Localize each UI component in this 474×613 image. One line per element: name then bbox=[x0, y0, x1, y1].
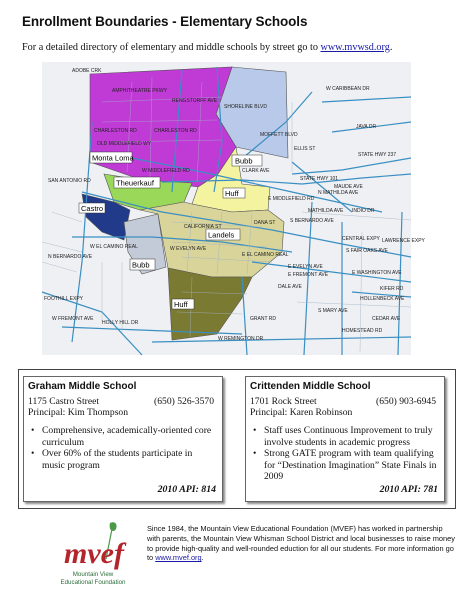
school-principal: Principal: Kim Thompson bbox=[28, 407, 129, 418]
street-label: W REMINGTON DR bbox=[218, 336, 264, 342]
street-label: HOMESTEAD RD bbox=[342, 328, 383, 334]
street-label: ADOBE CRK bbox=[72, 68, 102, 74]
footer-text: Since 1984, the Mountain View Educational Foundation (MVEF) has worked in partnership with parents, the Mountain View Whisman School District and local businesses to raise money to provide high-quality and well-rounded eduction for all our students. For more information go to www.mvef.org. bbox=[147, 524, 455, 563]
street-label: INDIO DR bbox=[352, 208, 375, 214]
street-label: RENGSTORFF AVE bbox=[172, 98, 218, 104]
school-highlights bbox=[246, 425, 444, 483]
logo-mark: mvef bbox=[64, 537, 124, 570]
school-address: 1701 Rock Street bbox=[250, 396, 317, 407]
highlight-item: • Staff uses Continuous Improvement to truly involve students in academic progress bbox=[264, 425, 438, 448]
street-label: MOFFETT BLVD bbox=[260, 132, 298, 138]
street-label: FOOTHILL EXPY bbox=[44, 296, 83, 302]
street-label: STATE HWY 237 bbox=[358, 152, 397, 158]
street-label: HOLLY HILL DR bbox=[102, 320, 139, 326]
label-bubb-north: Bubb bbox=[235, 156, 253, 166]
highlight-item: • Comprehensive, academically-oriented core curriculum bbox=[42, 425, 216, 448]
street-label: W EVELYN AVE bbox=[170, 246, 207, 252]
school-name: Graham Middle School bbox=[28, 381, 137, 392]
street-label: OLD MIDDLEFIELD WY bbox=[97, 141, 152, 147]
school-name: Crittenden Middle School bbox=[250, 381, 371, 392]
street-label: W EL CAMINO REAL bbox=[90, 244, 138, 250]
label-huff-north: Huff bbox=[225, 189, 239, 198]
street-label: CENTRAL EXPY bbox=[342, 236, 380, 242]
label-monta-loma: Monta Loma bbox=[92, 153, 134, 163]
school-api: 2010 API: 781 bbox=[379, 484, 438, 495]
mvef-link[interactable]: www.mvef.org bbox=[155, 553, 202, 563]
street-label: ELLIS ST bbox=[294, 146, 316, 152]
school-api: 2010 API: 814 bbox=[157, 484, 216, 495]
boundary-map bbox=[42, 62, 425, 355]
street-label: SHORELINE BLVD bbox=[224, 104, 267, 110]
label-landels: Landels bbox=[208, 230, 235, 240]
street-label: W MIDDLEFIELD RD bbox=[142, 168, 190, 174]
street-label: CLARK AVE bbox=[242, 168, 270, 174]
street-label: E WASHINGTON AVE bbox=[352, 270, 402, 276]
label-theuerkauf: Theuerkauf bbox=[116, 178, 154, 188]
street-label: HOLLENBECK AVE bbox=[360, 296, 405, 302]
street-label: E MIDDLEFIELD RD bbox=[268, 196, 315, 202]
map-svg bbox=[42, 62, 425, 355]
highlight-item: • Strong GATE program with team qualifying for “Destination Imagination” State Finals in 2009 bbox=[264, 448, 438, 483]
street-label: CHARLESTON RD bbox=[94, 128, 137, 134]
street-label: MATHILDA AVE bbox=[308, 208, 344, 214]
street-label: DALE AVE bbox=[278, 284, 302, 290]
middle-schools-section bbox=[18, 369, 456, 509]
street-label: S MARY AVE bbox=[318, 308, 348, 314]
street-label: KIFER RD bbox=[380, 286, 404, 292]
highlight-item: • Over 60% of the students participate in music program bbox=[42, 448, 216, 471]
street-label: JAVA DR bbox=[356, 124, 377, 130]
street-label: N BERNARDO AVE bbox=[48, 254, 93, 260]
label-bubb-south: Bubb bbox=[132, 260, 150, 270]
mvef-logo-mark bbox=[58, 519, 128, 571]
school-phone: (650) 903-6945 bbox=[376, 396, 436, 407]
mvef-logo bbox=[58, 519, 128, 587]
logo-org-name: Mountain View Educational Foundation bbox=[60, 571, 126, 586]
street-label: CHARLESTON RD bbox=[154, 128, 197, 134]
street-label: AMPHITHEATRE PKWY bbox=[112, 88, 167, 94]
street-label: CALIFORNIA ST bbox=[184, 224, 222, 230]
street-label: CEDAR AVE bbox=[372, 316, 401, 322]
street-label: W FREMONT AVE bbox=[52, 316, 94, 322]
street-label: GRANT RD bbox=[250, 316, 277, 322]
street-label: DANA ST bbox=[254, 220, 276, 226]
street-label: E FREMONT AVE bbox=[288, 272, 329, 278]
mvwsd-link[interactable]: www.mvwsd.org bbox=[320, 42, 390, 53]
street-label: E EL CAMINO REAL bbox=[242, 252, 289, 258]
street-label: SAN ANTONIO RD bbox=[48, 178, 91, 184]
street-label: STATE HWY 101 bbox=[300, 176, 339, 182]
graham-middle-school-card bbox=[23, 376, 223, 502]
street-label: E EVELYN AVE bbox=[288, 264, 323, 270]
street-label: LAWRENCE EXPY bbox=[382, 238, 425, 244]
school-highlights bbox=[24, 425, 222, 471]
street-label: S BERNARDO AVE bbox=[290, 218, 334, 224]
label-castro: Castro bbox=[81, 204, 104, 213]
page-title: Enrollment Boundaries - Elementary Schools bbox=[22, 14, 308, 29]
school-phone: (650) 526-3570 bbox=[154, 396, 214, 407]
school-principal: Principal: Karen Robinson bbox=[250, 407, 353, 418]
crittenden-middle-school-card bbox=[245, 376, 445, 502]
street-label: W CARIBBEAN DR bbox=[326, 86, 370, 92]
label-huff-south: Huff bbox=[174, 300, 188, 309]
street-label: MAUDE AVE bbox=[334, 184, 363, 190]
street-label: S FAIR OAKS AVE bbox=[346, 248, 388, 254]
intro-text: For a detailed directory of elementary and middle schools by street go to www.mvwsd.org. bbox=[22, 42, 393, 53]
street-label: N MATHILDA AVE bbox=[318, 190, 359, 196]
school-address: 1175 Castro Street bbox=[28, 396, 100, 407]
